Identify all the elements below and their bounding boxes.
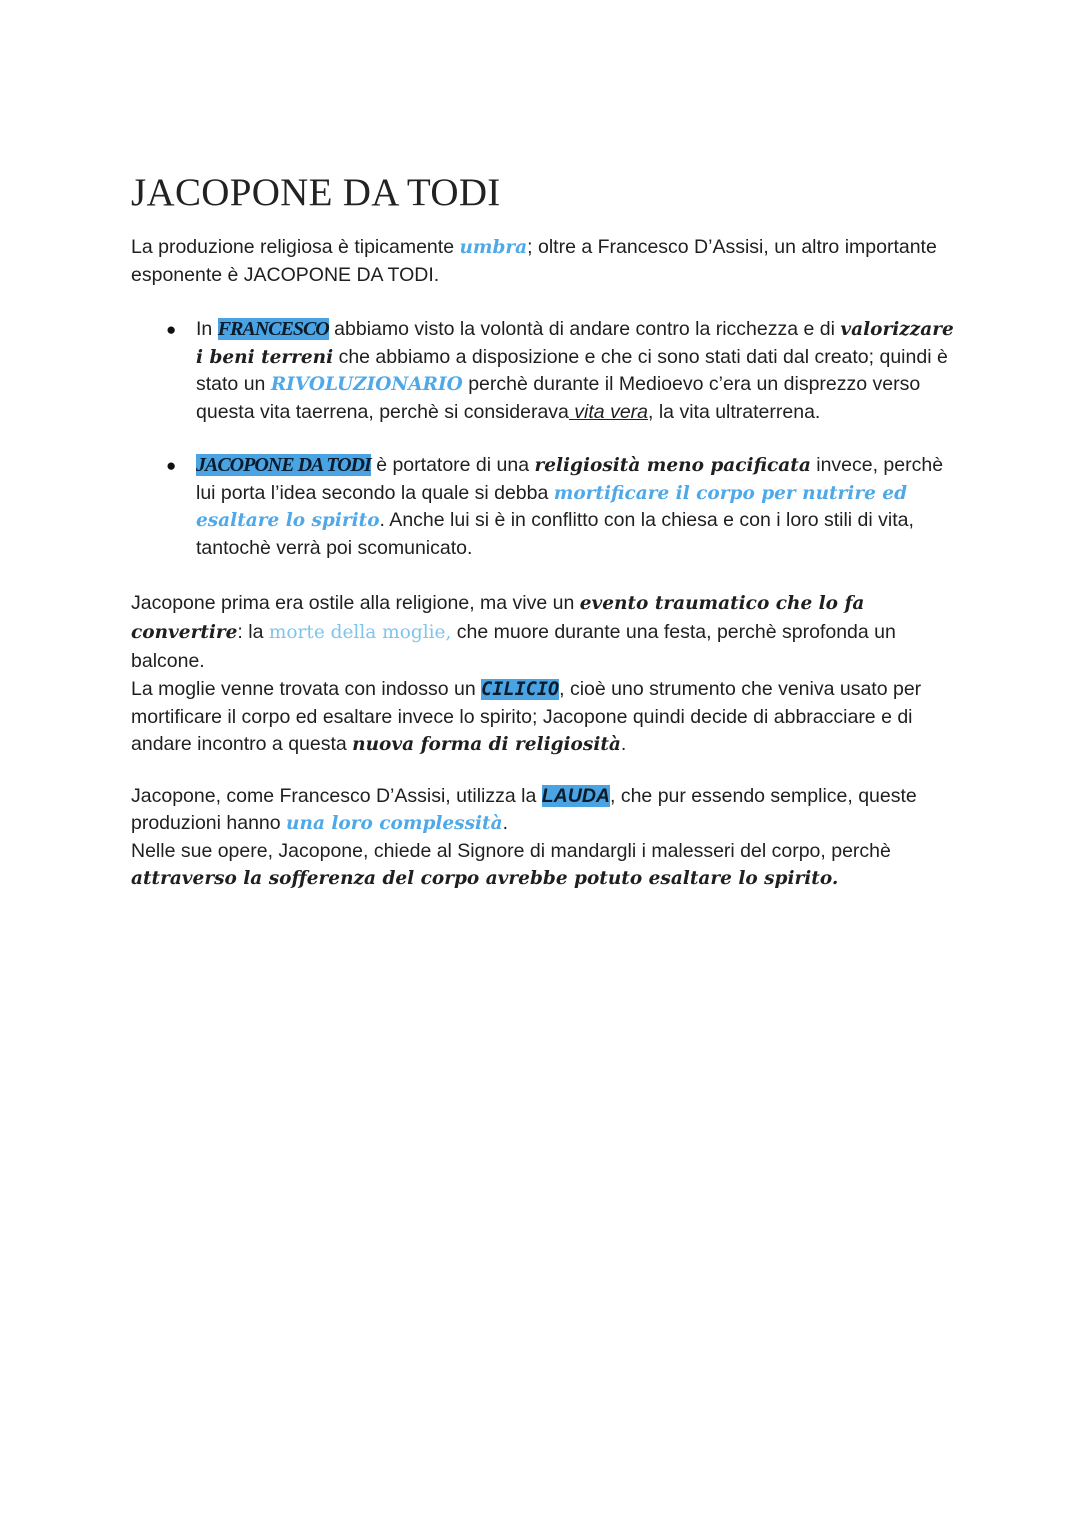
highlight-francesco: FRANCESCO <box>217 318 329 340</box>
paragraph-lauda: Jacopone, come Francesco D’Assisi, utilizza la LAUDA, che pur essendo semplice, queste produzioni hanno una loro complessità. <box>131 784 917 834</box>
term-attraverso: attraverso la sofferenza del corpo avrebbe potuto esaltare lo spirito. <box>131 868 839 889</box>
list-item: ● In FRANCESCO abbiamo visto la volontà di andare contro la ricchezza e di valorizzare i beni terreni che abbiamo a disposizione e che ci sono stati dati dal creato; quindi è stato un RIVOLUZIONARIO perchè durante il Medioevo c’era un disprezzo verso questa vita taerrena, perchè si considerava vita vera, la vita ultraterrena. <box>166 318 954 423</box>
document-page <box>131 170 961 893</box>
intro-paragraph: La produzione religiosa è tipicamente umbra; oltre a Francesco D’Assisi, un altro importante esponente è JACOPONE DA TODI. <box>131 236 937 286</box>
bullet-icon: ● <box>166 320 177 339</box>
term-vita-vera: vita vera <box>568 400 649 423</box>
highlight-jacopone: JACOPONE DA TODI <box>196 454 371 476</box>
term-religiosita: religiosità meno pacificata <box>534 455 811 476</box>
paragraph-conversion: Jacopone prima era ostile alla religione, ma vive un evento traumatico che lo fa convertire: la morte della moglie, che muore durante una festa, perchè sprofonda un balcone. <box>131 592 896 672</box>
highlight-lauda: LAUDA <box>541 784 610 807</box>
term-mortificare: mortificare il corpo per nutrire ed esaltare lo spirito <box>196 482 907 531</box>
term-evento: evento traumatico che lo fa convertire <box>131 593 865 643</box>
list-item: ● JACOPONE DA TODI è portatore di una religiosità meno pacificata invece, perchè lui porta l’idea secondo la quale si debba mortificare il corpo per nutrire ed esaltare lo spirito. Anche lui si è in conflitto con la chiesa e con i loro stili di vita, tantochè verrà poi scomunicato. <box>166 454 944 559</box>
paragraph-opere: Nelle sue opere, Jacopone, chiede al Signore di mandargli i malesseri del corpo, perchè attraverso la sofferenza del corpo avrebbe potuto esaltare lo spirito. <box>131 839 891 889</box>
paragraph-cilicio: La moglie venne trovata con indosso un CILICIO, cioè uno strumento che veniva usato per mortificare il corpo ed esaltare invece lo spirito; Jacopone quindi decide di abbracciare e di andare incontro a questa nuova forma di religiosità. <box>131 678 922 755</box>
term-umbra: umbra <box>459 237 528 258</box>
page-title: JACOPONE DA TODI <box>131 171 501 214</box>
bullet-icon: ● <box>166 456 177 475</box>
bullet-list <box>131 316 961 562</box>
term-morte: morte della moglie, <box>268 622 452 643</box>
highlight-cilicio: CILICIO <box>481 679 560 700</box>
term-rivoluzionario: RIVOLUZIONARIO <box>270 374 463 395</box>
term-valorizzare: valorizzare i beni terreni <box>196 319 954 368</box>
term-complessita: una loro complessità <box>286 813 503 834</box>
term-nuova-forma: nuova forma di religiosità <box>352 734 621 755</box>
